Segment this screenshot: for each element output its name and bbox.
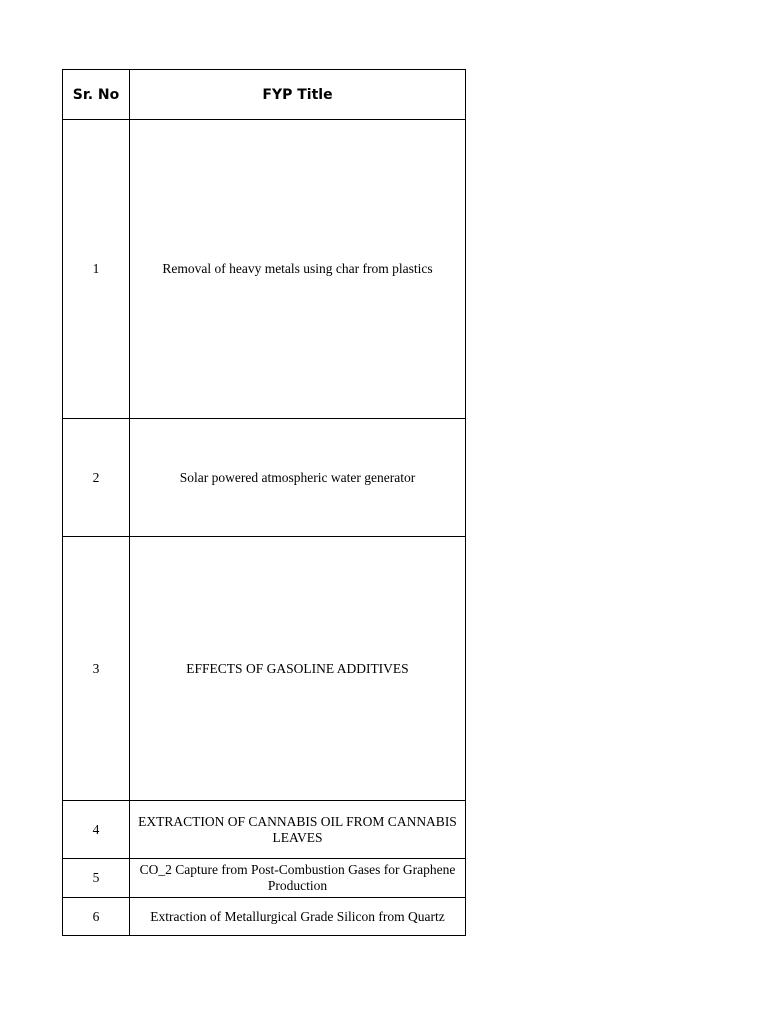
sr-no-cell: 6 (63, 898, 130, 936)
fyp-title-cell: EXTRACTION OF CANNABIS OIL FROM CANNABIS LEAVES (130, 801, 466, 859)
fyp-title-cell: Removal of heavy metals using char from plastics (130, 120, 466, 419)
fyp-title-cell: CO_2 Capture from Post-Combustion Gases for Graphene Production (130, 859, 466, 898)
table-row (63, 859, 466, 898)
table-row (63, 898, 466, 936)
sr-no-cell: 5 (63, 859, 130, 898)
sr-no-cell: 3 (63, 537, 130, 801)
fyp-title-cell: EFFECTS OF GASOLINE ADDITIVES (130, 537, 466, 801)
fyp-table (62, 69, 466, 936)
sr-no-cell: 2 (63, 419, 130, 537)
header-sr-no: Sr. No (63, 70, 130, 120)
sr-no-cell: 4 (63, 801, 130, 859)
sr-no-cell: 1 (63, 120, 130, 419)
table-row (63, 120, 466, 419)
table-row (63, 801, 466, 859)
header-fyp-title: FYP Title (130, 70, 466, 120)
fyp-title-cell: Extraction of Metallurgical Grade Silicon from Quartz (130, 898, 466, 936)
table-row (63, 419, 466, 537)
table-header-row (63, 70, 466, 120)
fyp-title-cell: Solar powered atmospheric water generator (130, 419, 466, 537)
table-row (63, 537, 466, 801)
